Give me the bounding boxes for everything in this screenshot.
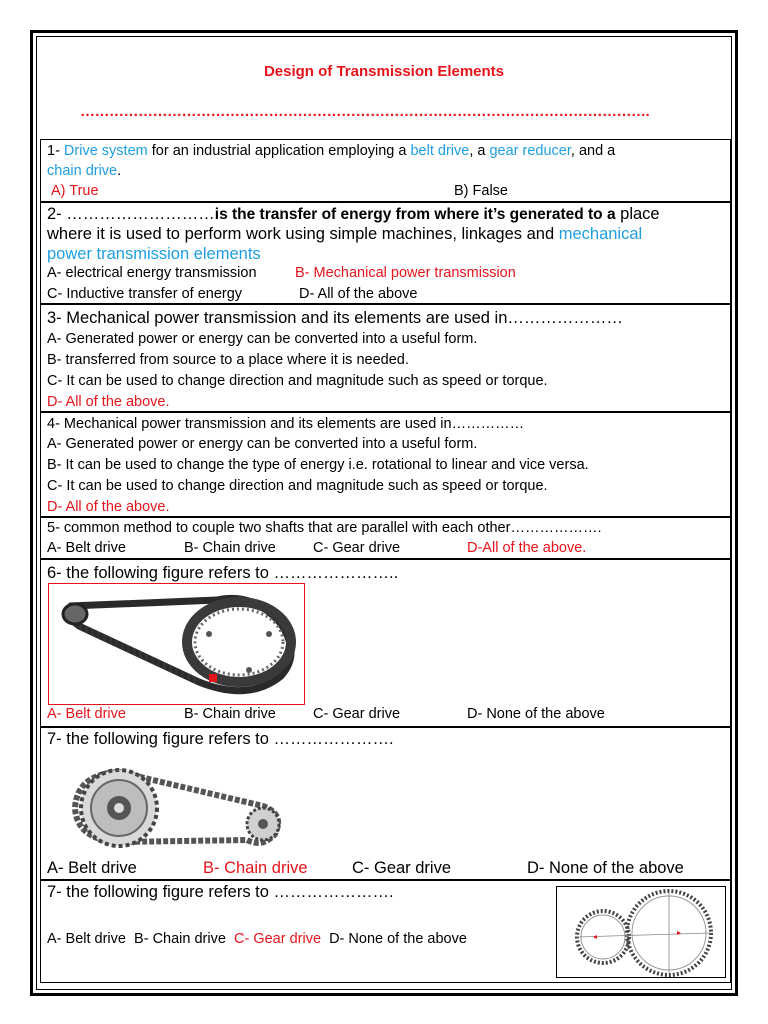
question-1-part: , a xyxy=(469,143,490,159)
question-1-option-b: B) False xyxy=(454,183,508,199)
question-1-part: for an industrial application employing a xyxy=(147,143,411,159)
question-5-option-b: B- Chain drive xyxy=(184,540,276,556)
question-2-bold: is the transfer of energy from where it’s generated to a xyxy=(214,206,616,223)
belt-drive-figure xyxy=(48,583,305,705)
question-1-box xyxy=(40,139,731,202)
question-6-option-a: A- Belt drive xyxy=(47,706,126,722)
question-7-text: 7- the following figure refers to …………………. xyxy=(47,730,394,748)
question-2-number: 2- ……………………… xyxy=(47,205,215,223)
question-6-option-b: B- Chain drive xyxy=(184,706,276,722)
question-6-text: 6- the following figure refers to ………………….. xyxy=(47,564,399,582)
question-3-text: 3- Mechanical power transmission and its elements are used in………………… xyxy=(47,309,623,327)
question-2-option-d: D- All of the above xyxy=(299,286,418,302)
question-2-option-b: B- Mechanical power transmission xyxy=(295,265,516,281)
question-5-option-c: C- Gear drive xyxy=(313,540,401,556)
gear-drive-icon xyxy=(557,887,725,977)
question-3-option-b: B- transferred from source to a place where it is needed. xyxy=(47,352,409,368)
question-2-text xyxy=(47,205,660,224)
question-4-option-c: C- It can be used to change direction and magnitude such as speed or torque. xyxy=(47,478,548,494)
question-6-box xyxy=(40,559,731,727)
term-gear-reducer: gear reducer xyxy=(489,143,571,159)
question-8-option-b: B- Chain drive xyxy=(134,931,226,947)
term-chain-drive: chain drive xyxy=(47,163,118,179)
question-2-line2 xyxy=(47,225,642,244)
question-8-text: 7- the following figure refers to …………………. xyxy=(47,883,394,901)
question-2-part: where it is used to perform work using simple machines, linkages and xyxy=(47,225,559,243)
question-5-option-d: D-All of the above. xyxy=(467,540,587,556)
question-3-option-a: A- Generated power or energy can be converted into a useful form. xyxy=(47,331,478,347)
question-2-option-c: C- Inductive transfer of energy xyxy=(47,286,243,302)
question-8-option-d: D- None of the above xyxy=(329,931,467,947)
question-2-box xyxy=(40,202,731,304)
question-3-box xyxy=(40,304,731,412)
question-1-text xyxy=(47,143,615,159)
question-2-part: place xyxy=(615,205,660,223)
term-mechanical: mechanical xyxy=(558,225,643,243)
question-7-option-c: C- Gear drive xyxy=(352,859,452,877)
question-5-text: 5- common method to couple two shafts that are parallel with each other………………. xyxy=(47,520,602,536)
question-4-option-a: A- Generated power or energy can be converted into a useful form. xyxy=(47,436,478,452)
question-1-number: 1- xyxy=(47,143,64,159)
question-8-options xyxy=(47,931,467,947)
question-6-option-c: C- Gear drive xyxy=(313,706,401,722)
question-1-part: . xyxy=(117,163,122,179)
chain-drive-icon xyxy=(63,758,299,856)
question-1-part: , and a xyxy=(570,143,616,159)
question-6-option-d: D- None of the above xyxy=(467,706,605,722)
question-2-line3: power transmission elements xyxy=(47,245,261,263)
question-8-option-a: A- Belt drive xyxy=(47,931,126,947)
question-3-option-c: C- It can be used to change direction and magnitude such as speed or torque. xyxy=(47,373,548,389)
question-4-text: 4- Mechanical power transmission and its elements are used in…………… xyxy=(47,416,525,432)
question-4-option-d: D- All of the above. xyxy=(47,499,170,515)
question-4-option-b: B- It can be used to change the type of energy i.e. rotational to linear and vice versa. xyxy=(47,457,589,473)
question-8-box xyxy=(40,880,731,983)
question-2-option-a: A- electrical energy transmission xyxy=(47,265,257,281)
question-1-line2 xyxy=(47,163,121,179)
term-belt-drive: belt drive xyxy=(410,143,470,159)
question-4-box xyxy=(40,412,731,517)
title-dots: ………………………………………………………………………………………………………. xyxy=(80,103,650,120)
question-8-option-c: C- Gear drive xyxy=(233,931,322,947)
question-7-option-a: A- Belt drive xyxy=(47,859,137,877)
gear-drive-figure xyxy=(556,886,726,978)
question-5-box xyxy=(40,517,731,559)
belt-drive-icon xyxy=(49,584,304,704)
question-7-box xyxy=(40,727,731,880)
question-3-option-d: D- All of the above. xyxy=(47,394,170,410)
term-drive-system: Drive system xyxy=(63,143,148,159)
chain-drive-figure xyxy=(63,758,299,856)
question-7-option-d: D- None of the above xyxy=(527,859,684,877)
document-title: Design of Transmission Elements xyxy=(263,63,505,80)
question-1-option-a: A) True xyxy=(51,183,99,199)
question-7-option-b: B- Chain drive xyxy=(203,859,308,877)
question-5-option-a: A- Belt drive xyxy=(47,540,126,556)
